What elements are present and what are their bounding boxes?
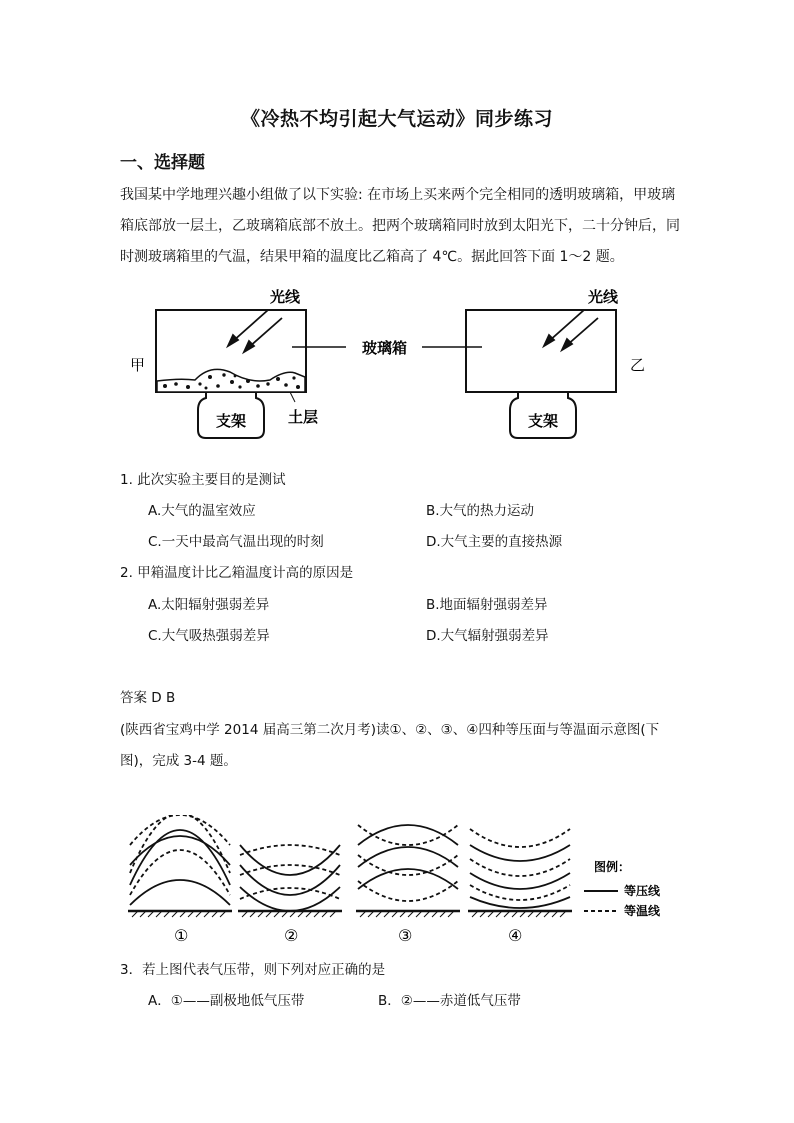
jia-label: 甲 (130, 356, 146, 374)
stand-label-right: 支架 (528, 412, 559, 430)
left-light-arrows (228, 310, 282, 352)
isobar-isotherm-figure (128, 815, 688, 945)
q1-option-a: A.大气的温室效应 (148, 503, 256, 519)
diagram-label-3: ③ (398, 926, 413, 945)
q2-stem: 2. 甲箱温度计比乙箱温度计高的原因是 (120, 565, 354, 581)
q1-option-d: D.大气主要的直接热源 (426, 534, 563, 550)
legend-isobar-label: 等压线 (624, 884, 661, 898)
soil-label: 土层 (288, 408, 319, 426)
diagram-2 (238, 845, 342, 911)
diagram-4 (468, 829, 572, 911)
legend-isotherm-label: 等温线 (624, 904, 661, 918)
q1-stem: 1. 此次实验主要目的是测试 (120, 472, 286, 488)
experiment-figure (120, 280, 660, 450)
yi-label: 乙 (630, 356, 646, 374)
q3-option-b: B．②——赤道低气压带 (378, 993, 521, 1009)
q3-option-a: A．①——副极地低气压带 (148, 993, 305, 1009)
source-line-2: 图)，完成 3-4 题。 (120, 753, 237, 769)
q2-option-d: D.大气辐射强弱差异 (426, 628, 549, 644)
legend-title: 图例： (594, 860, 631, 874)
source-line-1: (陕西省宝鸡中学 2014 届高三第二次月考)读①、②、③、④四种等压面与等温面示意图(下 (120, 722, 660, 738)
q3-stem: 3．若上图代表气压带，则下列对应正确的是 (120, 962, 386, 978)
section-heading: 一、选择题 (120, 153, 205, 173)
document-title: 《冷热不均引起大气运动》同步练习 (240, 108, 553, 130)
answer-line: 答案 D B (120, 690, 176, 706)
q2-option-b: B.地面辐射强弱差异 (426, 597, 548, 613)
diagram-label-1: ① (174, 926, 189, 945)
glass-box-label: 玻璃箱 (362, 339, 408, 357)
diagram-3 (356, 825, 460, 911)
diagram-label-2: ② (284, 926, 299, 945)
light-label-right: 光线 (588, 288, 619, 306)
q1-option-c: C.一天中最高气温出现的时刻 (148, 534, 324, 550)
right-light-arrows (544, 310, 598, 350)
diagram-1 (128, 815, 232, 911)
diagram-label-4: ④ (508, 926, 523, 945)
q2-option-c: C.大气吸热强弱差异 (148, 628, 270, 644)
q2-option-a: A.太阳辐射强弱差异 (148, 597, 270, 613)
stand-label-left: 支架 (216, 412, 247, 430)
intro-paragraph: 我国某中学地理兴趣小组做了以下实验: 在市场上买来两个完全相同的透明玻璃箱，甲玻璃箱底部放一层土，乙玻璃箱底部不放土。把两个玻璃箱同时放到太阳光下，二十分钟后，同时测玻璃箱里的气温，结果甲箱的温度比乙箱高了 4℃。据此回答下面 1～2 题。 (120, 187, 680, 265)
q1-option-b: B.大气的热力运动 (426, 503, 535, 519)
light-label-left: 光线 (270, 288, 301, 306)
